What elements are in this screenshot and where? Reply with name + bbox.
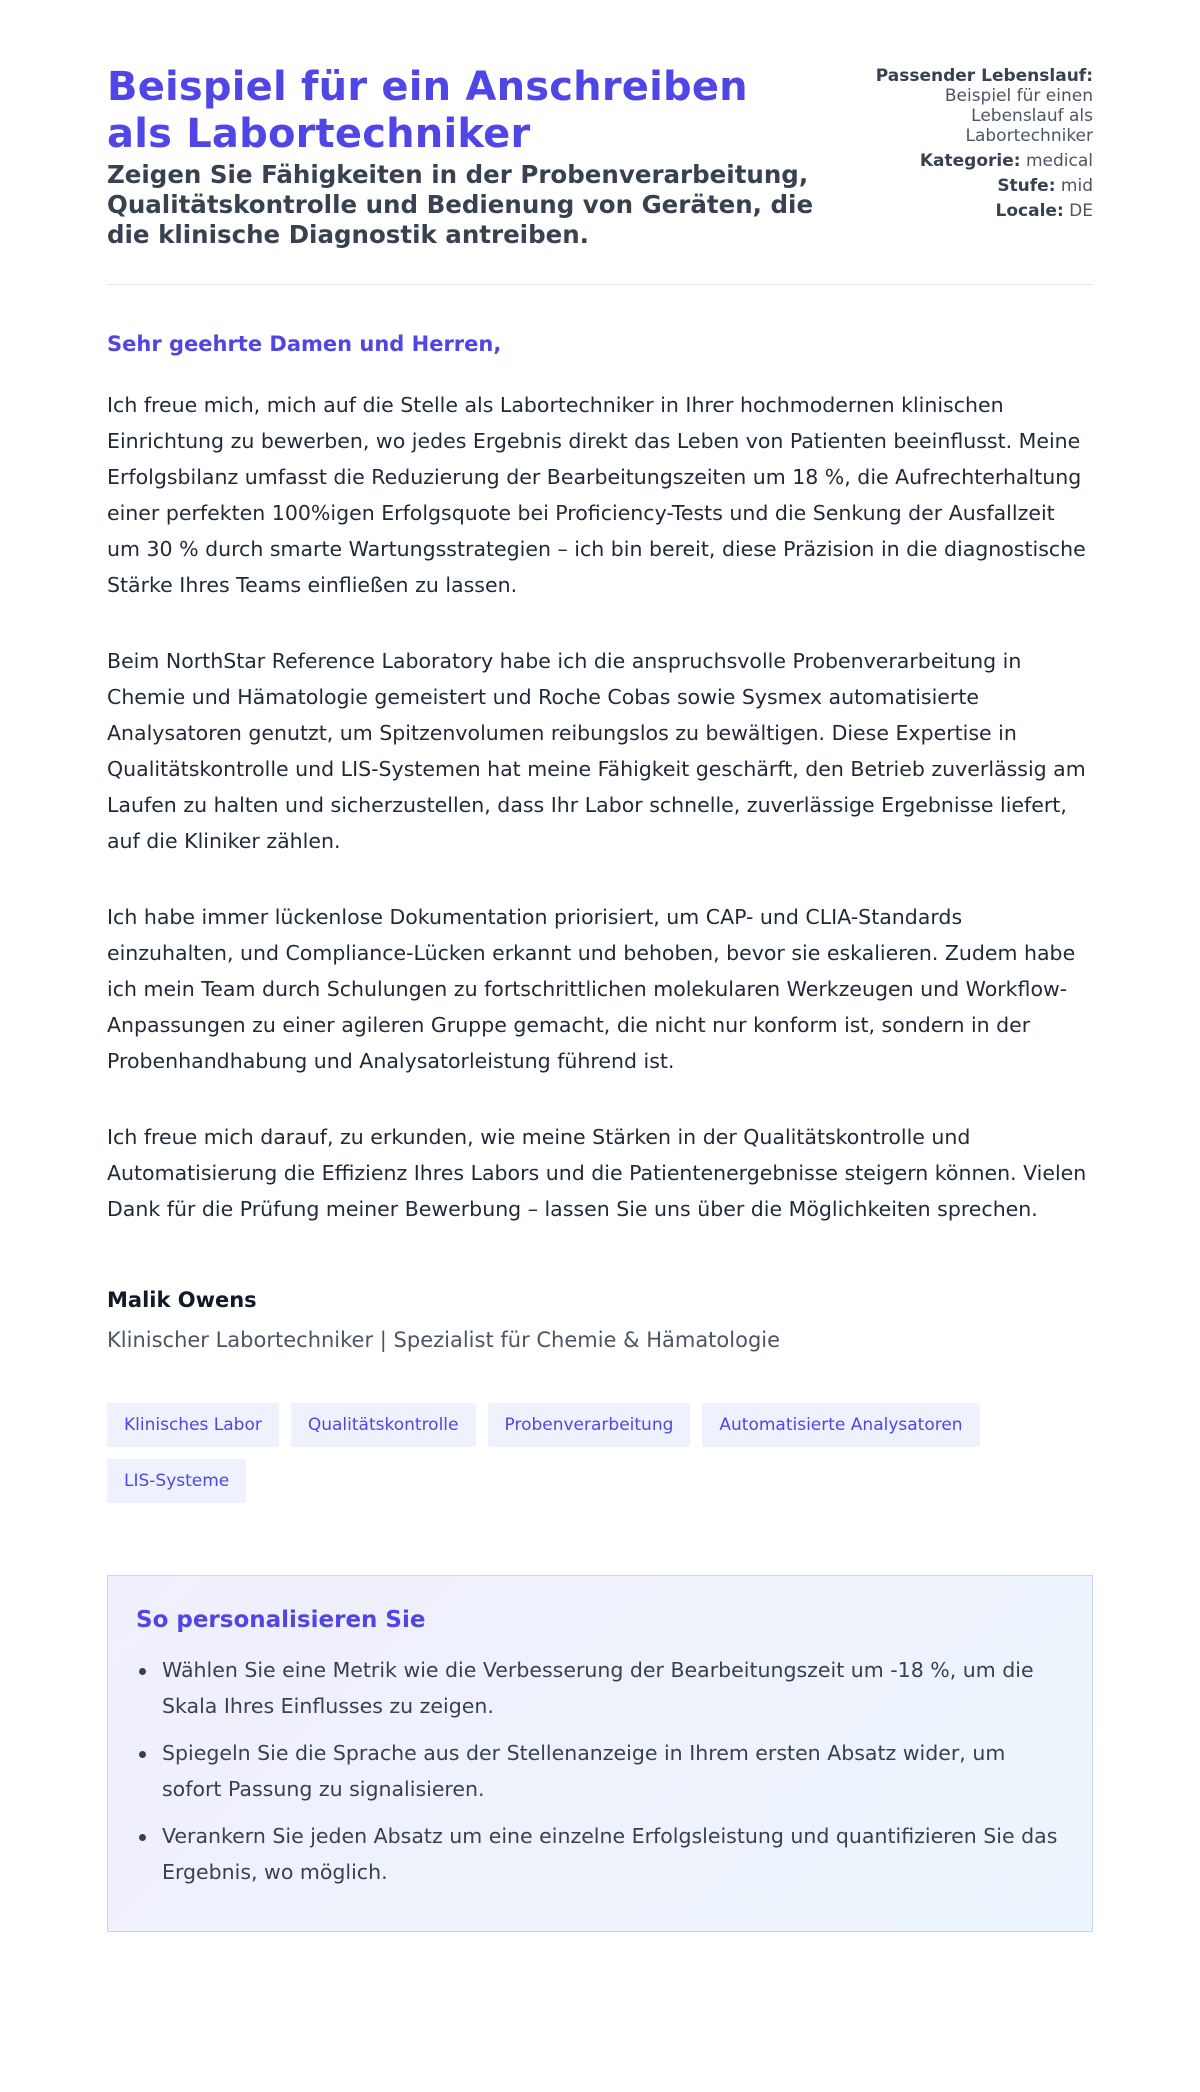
meta-panel: [843, 64, 1093, 226]
meta-category: [843, 151, 1093, 171]
tip-item: Spiegeln Sie die Sprache aus der Stellenanzeige in Ihrem ersten Absatz wider, um sofort Passung zu signalisieren.: [136, 1735, 1064, 1807]
page-title: Beispiel für ein Anschreiben als Labortechniker: [107, 64, 748, 157]
meta-resume-link[interactable]: Beispiel für einen Lebenslauf als Labortechniker: [944, 86, 1093, 146]
meta-level: [843, 176, 1093, 196]
skill-tag: Klinisches Labor: [107, 1403, 279, 1447]
meta-level-value: mid: [1060, 176, 1093, 196]
letter-paragraph: Ich habe immer lückenlose Dokumentation priorisiert, um CAP- und CLIA-Standards einzuhalten, und Compliance-Lücken erkannt und behoben, bevor sie eskalieren. Zudem habe ich mein Team durch Schulungen zu fortschrittlichen molekularen Werkzeugen und Workflow-Anpassungen zu einer agileren Gruppe gemacht, die nicht nur konform ist, sondern in der Probenhandhabung und Analysatorleistung führend ist.: [107, 905, 1076, 1073]
meta-locale-value: DE: [1069, 201, 1093, 221]
tips-list: [136, 1652, 1064, 1890]
letter-paragraph: Beim NorthStar Reference Laboratory habe ich die anspruchsvolle Probenverarbeitung in Chemie und Hämatologie gemeistert und Roche Cobas sowie Sysmex automatisierte Analysatoren genutzt, um Spitzenvolumen reibungslos zu bewältigen. Diese Expertise in Qualitätskontrolle und LIS-Systemen hat meine Fähigkeit geschärft, den Betrieb zuverlässig am Laufen zu halten und sicherzustellen, dass Ihr Labor schnelle, zuverlässige Ergebnisse liefert, auf die Kliniker zählen.: [107, 649, 1086, 853]
signature-name: Malik Owens: [107, 1288, 257, 1312]
signature-role: Klinischer Labortechniker | Spezialist für Chemie & Hämatologie: [107, 1328, 781, 1352]
tip-item: Verankern Sie jeden Absatz um eine einzelne Erfolgsleistung und quantifizieren Sie das Ergebnis, wo möglich.: [136, 1818, 1064, 1890]
skill-tag: Qualitätskontrolle: [291, 1403, 476, 1447]
meta-locale: [843, 201, 1093, 221]
letter-body: [107, 387, 1093, 1227]
page-header: [107, 64, 1093, 285]
meta-locale-label: Locale:: [995, 201, 1064, 221]
tip-item: Wählen Sie eine Metrik wie die Verbesserung der Bearbeitungszeit um -18 %, um die Skala Ihres Einflusses zu zeigen.: [136, 1652, 1064, 1724]
letter-paragraph: Ich freue mich, mich auf die Stelle als Labortechniker in Ihrer hochmodernen klinischen Einrichtung zu bewerben, wo jedes Ergebnis direkt das Leben von Patienten beeinflusst. Meine Erfolgsbilanz umfasst die Reduzierung der Bearbeitungszeiten um 18 %, die Aufrechterhaltung einer perfekten 100%igen Erfolgsquote bei Proficiency-Tests und die Senkung der Ausfallzeit um 30 % durch smarte Wartungsstrategien – ich bin bereit, diese Präzision in die diagnostische Stärke Ihres Teams einfließen zu lassen.: [107, 393, 1086, 597]
personalization-tips-box: [107, 1575, 1093, 1932]
skill-tags: [107, 1403, 1007, 1503]
page-subtitle: Zeigen Sie Fähigkeiten in der Probenverarbeitung, Qualitätskontrolle und Bedienung von Geräten, die die klinische Diagnostik antreiben.: [107, 160, 814, 249]
meta-matching-resume: [843, 66, 1093, 146]
tips-title: So personalisieren Sie: [136, 1607, 426, 1633]
header-titles: [107, 64, 827, 250]
meta-category-value: medical: [1025, 151, 1093, 171]
letter-paragraph: Ich freue mich darauf, zu erkunden, wie meine Stärken in der Qualitätskontrolle und Automatisierung die Effizienz Ihres Labors und die Patientenergebnisse steigern können. Vielen Dank für die Prüfung meiner Bewerbung – lassen Sie uns über die Möglichkeiten sprechen.: [107, 1125, 1087, 1221]
skill-tag: Probenverarbeitung: [488, 1403, 691, 1447]
meta-category-label: Kategorie:: [919, 151, 1021, 171]
skill-tag: Automatisierte Analysatoren: [702, 1403, 979, 1447]
meta-level-label: Stufe:: [997, 176, 1056, 196]
skill-tag: LIS-Systeme: [107, 1459, 246, 1503]
meta-resume-label: Passender Lebenslauf:: [875, 66, 1093, 86]
letter-signature: [107, 1287, 1093, 1353]
letter-greeting: Sehr geehrte Damen und Herren,: [107, 332, 502, 356]
